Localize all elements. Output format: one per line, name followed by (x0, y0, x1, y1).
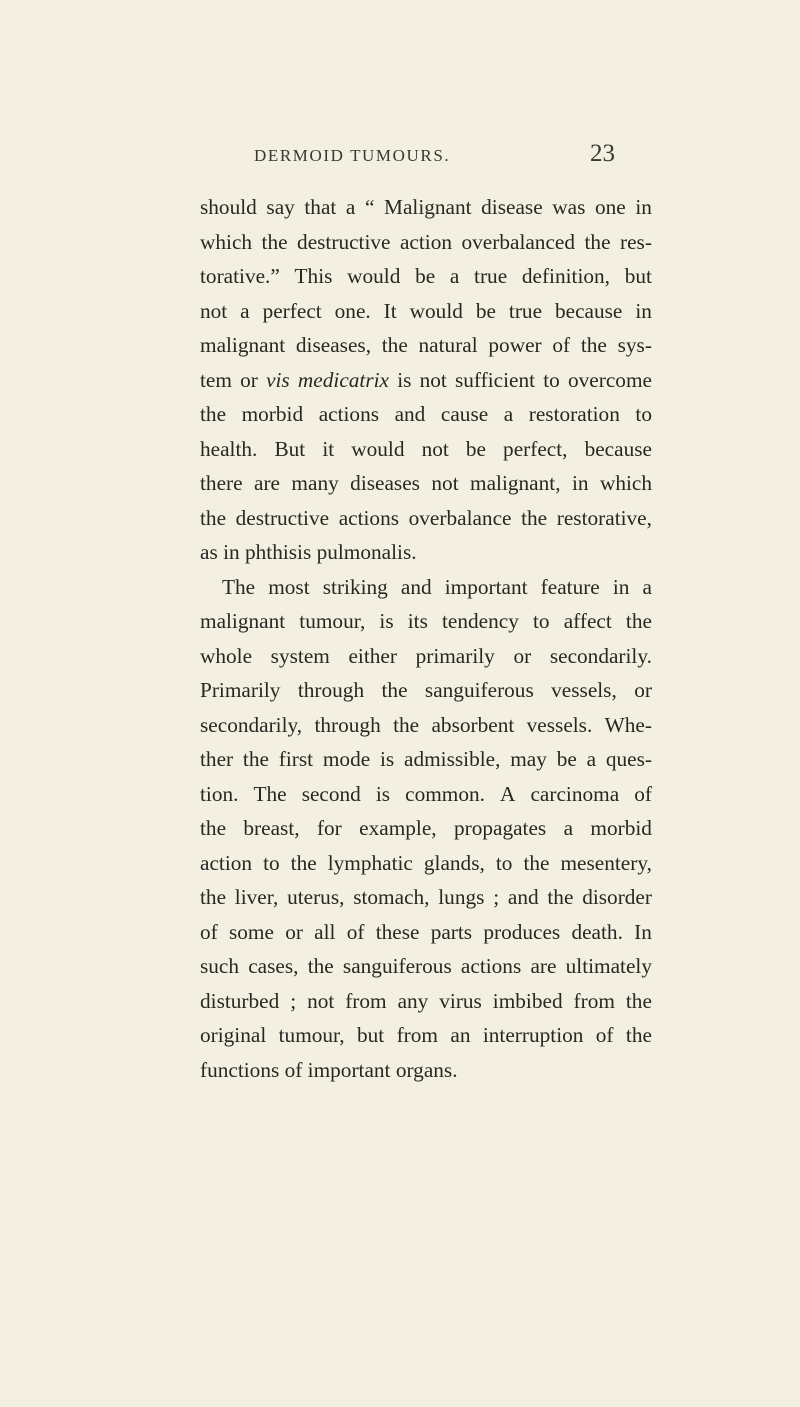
word: of (346, 919, 365, 944)
word: system (270, 643, 330, 668)
text-line (200, 984, 652, 1019)
word: diseases, (295, 333, 372, 357)
word: the (290, 850, 317, 875)
word: in (635, 195, 652, 219)
word: admissible, (404, 747, 501, 771)
word: in (223, 540, 240, 564)
word: liver, (234, 885, 279, 909)
paragraph-1 (200, 190, 652, 570)
word: uterus, (287, 885, 345, 909)
word: death. (571, 919, 623, 944)
word: in (571, 471, 589, 495)
word: or (240, 367, 258, 392)
word: first (278, 747, 314, 771)
word: ; (290, 988, 297, 1013)
word: Malignant (384, 195, 472, 219)
word: cause (440, 402, 489, 426)
word: overbalanced (461, 229, 576, 254)
word: are (530, 954, 557, 978)
text-line (200, 777, 652, 812)
word: may (510, 747, 547, 771)
word: cases, (248, 954, 299, 978)
word: one. (334, 298, 371, 323)
word: malignant (200, 333, 286, 357)
word: interruption (482, 1023, 584, 1047)
word: the (523, 850, 550, 875)
word: The (222, 574, 256, 599)
word: some (228, 919, 274, 944)
word: the (521, 505, 548, 530)
word: are (254, 471, 280, 495)
word: be (556, 747, 577, 771)
word: would (351, 436, 405, 461)
word: which (200, 229, 253, 254)
word: malignant, (470, 471, 561, 495)
word: not (421, 436, 449, 461)
word: affect (563, 609, 612, 633)
word: The (253, 781, 287, 806)
text-line (200, 294, 652, 329)
word: these (375, 919, 420, 944)
word: glands, (423, 850, 485, 875)
word: action (399, 229, 453, 254)
word: second (301, 781, 361, 806)
word: from (573, 988, 615, 1013)
word: in (612, 574, 630, 599)
word: health. (200, 436, 258, 461)
word: perfect (262, 298, 322, 323)
word: for (316, 816, 342, 840)
word: produces (483, 919, 561, 944)
word: through (314, 712, 381, 737)
word: Primarily (200, 678, 281, 702)
word: overbalance (408, 505, 512, 530)
word: example, (359, 816, 437, 840)
word: a (449, 264, 460, 288)
text-line (200, 949, 652, 984)
paragraph-2 (200, 570, 652, 1088)
word: important (307, 1057, 391, 1082)
word: It (383, 298, 397, 323)
word: which (599, 471, 652, 495)
word: power (488, 333, 542, 357)
word: the (307, 954, 334, 978)
word: carcinoma (530, 781, 620, 806)
word: breast, (243, 816, 300, 840)
word: from (396, 1023, 438, 1047)
word: actions (318, 402, 380, 426)
word: the (625, 1023, 652, 1047)
word: destructive (297, 229, 391, 254)
text-line (200, 880, 652, 915)
word: res- (620, 229, 652, 254)
word: vis (266, 367, 290, 392)
text-line (200, 846, 652, 881)
word: primarily (415, 643, 495, 668)
word: true (474, 264, 508, 288)
word: the (381, 333, 408, 357)
word: to (543, 367, 560, 392)
text-line (200, 604, 652, 639)
text-line (200, 190, 652, 225)
body-text (200, 190, 652, 1087)
text-line (200, 742, 652, 777)
word: malignant (200, 609, 286, 633)
word: the (584, 229, 611, 254)
word: true (508, 298, 543, 323)
text-line (200, 1018, 652, 1053)
word: of (634, 781, 652, 806)
word: to (263, 850, 280, 875)
word: or (634, 678, 652, 702)
word: the (200, 505, 227, 530)
word: the (381, 678, 408, 702)
word: morbid (590, 816, 652, 840)
word: a (642, 574, 652, 599)
word: morbid (241, 402, 304, 426)
word: common. (405, 781, 485, 806)
word: parts (430, 919, 473, 944)
word: should (200, 195, 257, 219)
word: stomach, (353, 885, 430, 909)
text-line (200, 225, 652, 260)
word: was (552, 195, 586, 219)
word: because (584, 436, 652, 461)
word: the (242, 747, 269, 771)
text-line (200, 501, 652, 536)
word: not (431, 471, 459, 495)
word: lymphatic (327, 850, 413, 875)
word: disturbed (200, 988, 280, 1013)
word: functions (200, 1057, 280, 1082)
text-line (200, 570, 652, 605)
word: most (268, 574, 310, 599)
word: say (266, 195, 295, 219)
word: of (595, 1023, 614, 1047)
word: and (400, 574, 432, 599)
word: tumour, (278, 1023, 345, 1047)
word: would (409, 298, 463, 323)
word: and (394, 402, 426, 426)
word: imbibed (492, 988, 563, 1013)
word: lungs (438, 885, 485, 909)
word: an (450, 1023, 471, 1047)
word: a (586, 747, 597, 771)
word: feature (540, 574, 600, 599)
word: definition, (521, 264, 610, 288)
word: diseases (350, 471, 420, 495)
word: tendency (442, 609, 519, 633)
word: virus (439, 988, 482, 1013)
word: action (200, 850, 253, 875)
word: its (407, 609, 428, 633)
word: But (274, 436, 306, 461)
word: in (635, 298, 652, 323)
text-line (200, 535, 652, 570)
word: or (513, 643, 532, 668)
word: through (297, 678, 365, 702)
word: disease (481, 195, 543, 219)
word: or (285, 919, 303, 944)
word: perfect, (503, 436, 568, 461)
text-line (200, 466, 652, 501)
text-line (200, 328, 652, 363)
word: torative.” (200, 264, 280, 288)
word: the (200, 816, 227, 840)
word: pulmonalis. (316, 540, 417, 564)
word: from (345, 988, 387, 1013)
word: overcome (568, 367, 652, 392)
word: because (554, 298, 623, 323)
word: to (533, 609, 550, 633)
word: to (495, 850, 513, 875)
word: a (240, 298, 250, 323)
word: it (322, 436, 335, 461)
word: such (200, 954, 240, 978)
word: natural (418, 333, 478, 357)
word: is (397, 367, 412, 392)
word: be (415, 264, 436, 288)
word: the (580, 333, 607, 357)
word: ther (200, 747, 234, 771)
word: one (594, 195, 626, 219)
word: vessels, (551, 678, 617, 702)
word: original (200, 1023, 267, 1047)
word: the (547, 885, 574, 909)
text-line (200, 915, 652, 950)
word: as (200, 540, 218, 564)
word: the (200, 885, 227, 909)
word: is (375, 781, 391, 806)
word: not (419, 367, 447, 392)
word: A (500, 781, 516, 806)
word: disorder (582, 885, 652, 909)
word: there (200, 471, 243, 495)
word: restoration (528, 402, 620, 426)
word: any (397, 988, 429, 1013)
word: important (444, 574, 528, 599)
word: tion. (200, 781, 239, 806)
word: of (284, 1057, 303, 1082)
word: ultimately (565, 954, 652, 978)
text-line (200, 811, 652, 846)
word: a (503, 402, 514, 426)
text-line (200, 1053, 652, 1088)
word: but (624, 264, 652, 288)
word: many (291, 471, 339, 495)
word: the (625, 609, 652, 633)
word: actions (460, 954, 522, 978)
word: and (507, 885, 539, 909)
word: propagates (453, 816, 547, 840)
word: tumour, (299, 609, 366, 633)
word: but (357, 1023, 385, 1047)
text-line (200, 673, 652, 708)
word: secondarily, (200, 712, 303, 737)
word: organs. (395, 1057, 458, 1082)
word: a (563, 816, 574, 840)
text-line (200, 432, 652, 467)
word: absorbent (431, 712, 515, 737)
word: tem (200, 367, 232, 392)
word: the (625, 988, 652, 1013)
word: the (261, 229, 288, 254)
text-line (200, 397, 652, 432)
word: not (307, 988, 335, 1013)
word: of (200, 919, 218, 944)
text-line (200, 639, 652, 674)
word: the (200, 402, 227, 426)
word: sanguiferous (342, 954, 452, 978)
word: sys- (617, 333, 652, 357)
word: all (314, 919, 336, 944)
word: would (347, 264, 401, 288)
word: vessels. (526, 712, 593, 737)
word: of (552, 333, 571, 357)
word: mesentery, (560, 850, 652, 875)
word: sufficient (455, 367, 536, 392)
page-number: 23 (590, 140, 615, 167)
word: In (634, 919, 652, 944)
word: whole (200, 643, 253, 668)
word: destructive (235, 505, 330, 530)
word: restorative, (556, 505, 652, 530)
word: “ (364, 195, 375, 219)
word: be (475, 298, 496, 323)
text-line (200, 708, 652, 743)
word: not (200, 298, 228, 323)
word: This (294, 264, 333, 288)
running-head: DERMOID TUMOURS. (254, 146, 451, 165)
word: medicatrix (297, 367, 389, 392)
word: is (379, 609, 394, 633)
word: be (465, 436, 486, 461)
word: ; (493, 885, 500, 909)
text-line (200, 259, 652, 294)
word: striking (322, 574, 388, 599)
word: to (635, 402, 652, 426)
word: actions (338, 505, 400, 530)
word: sanguiferous (424, 678, 534, 702)
text-line (200, 363, 652, 398)
word: mode (322, 747, 371, 771)
word: is (379, 747, 395, 771)
word: either (348, 643, 397, 668)
word: Whe- (604, 712, 652, 737)
word: the (393, 712, 420, 737)
word: secondarily. (549, 643, 652, 668)
word: phthisis (244, 540, 312, 564)
word: ques- (605, 747, 652, 771)
word: that (304, 195, 337, 219)
word: a (345, 195, 356, 219)
